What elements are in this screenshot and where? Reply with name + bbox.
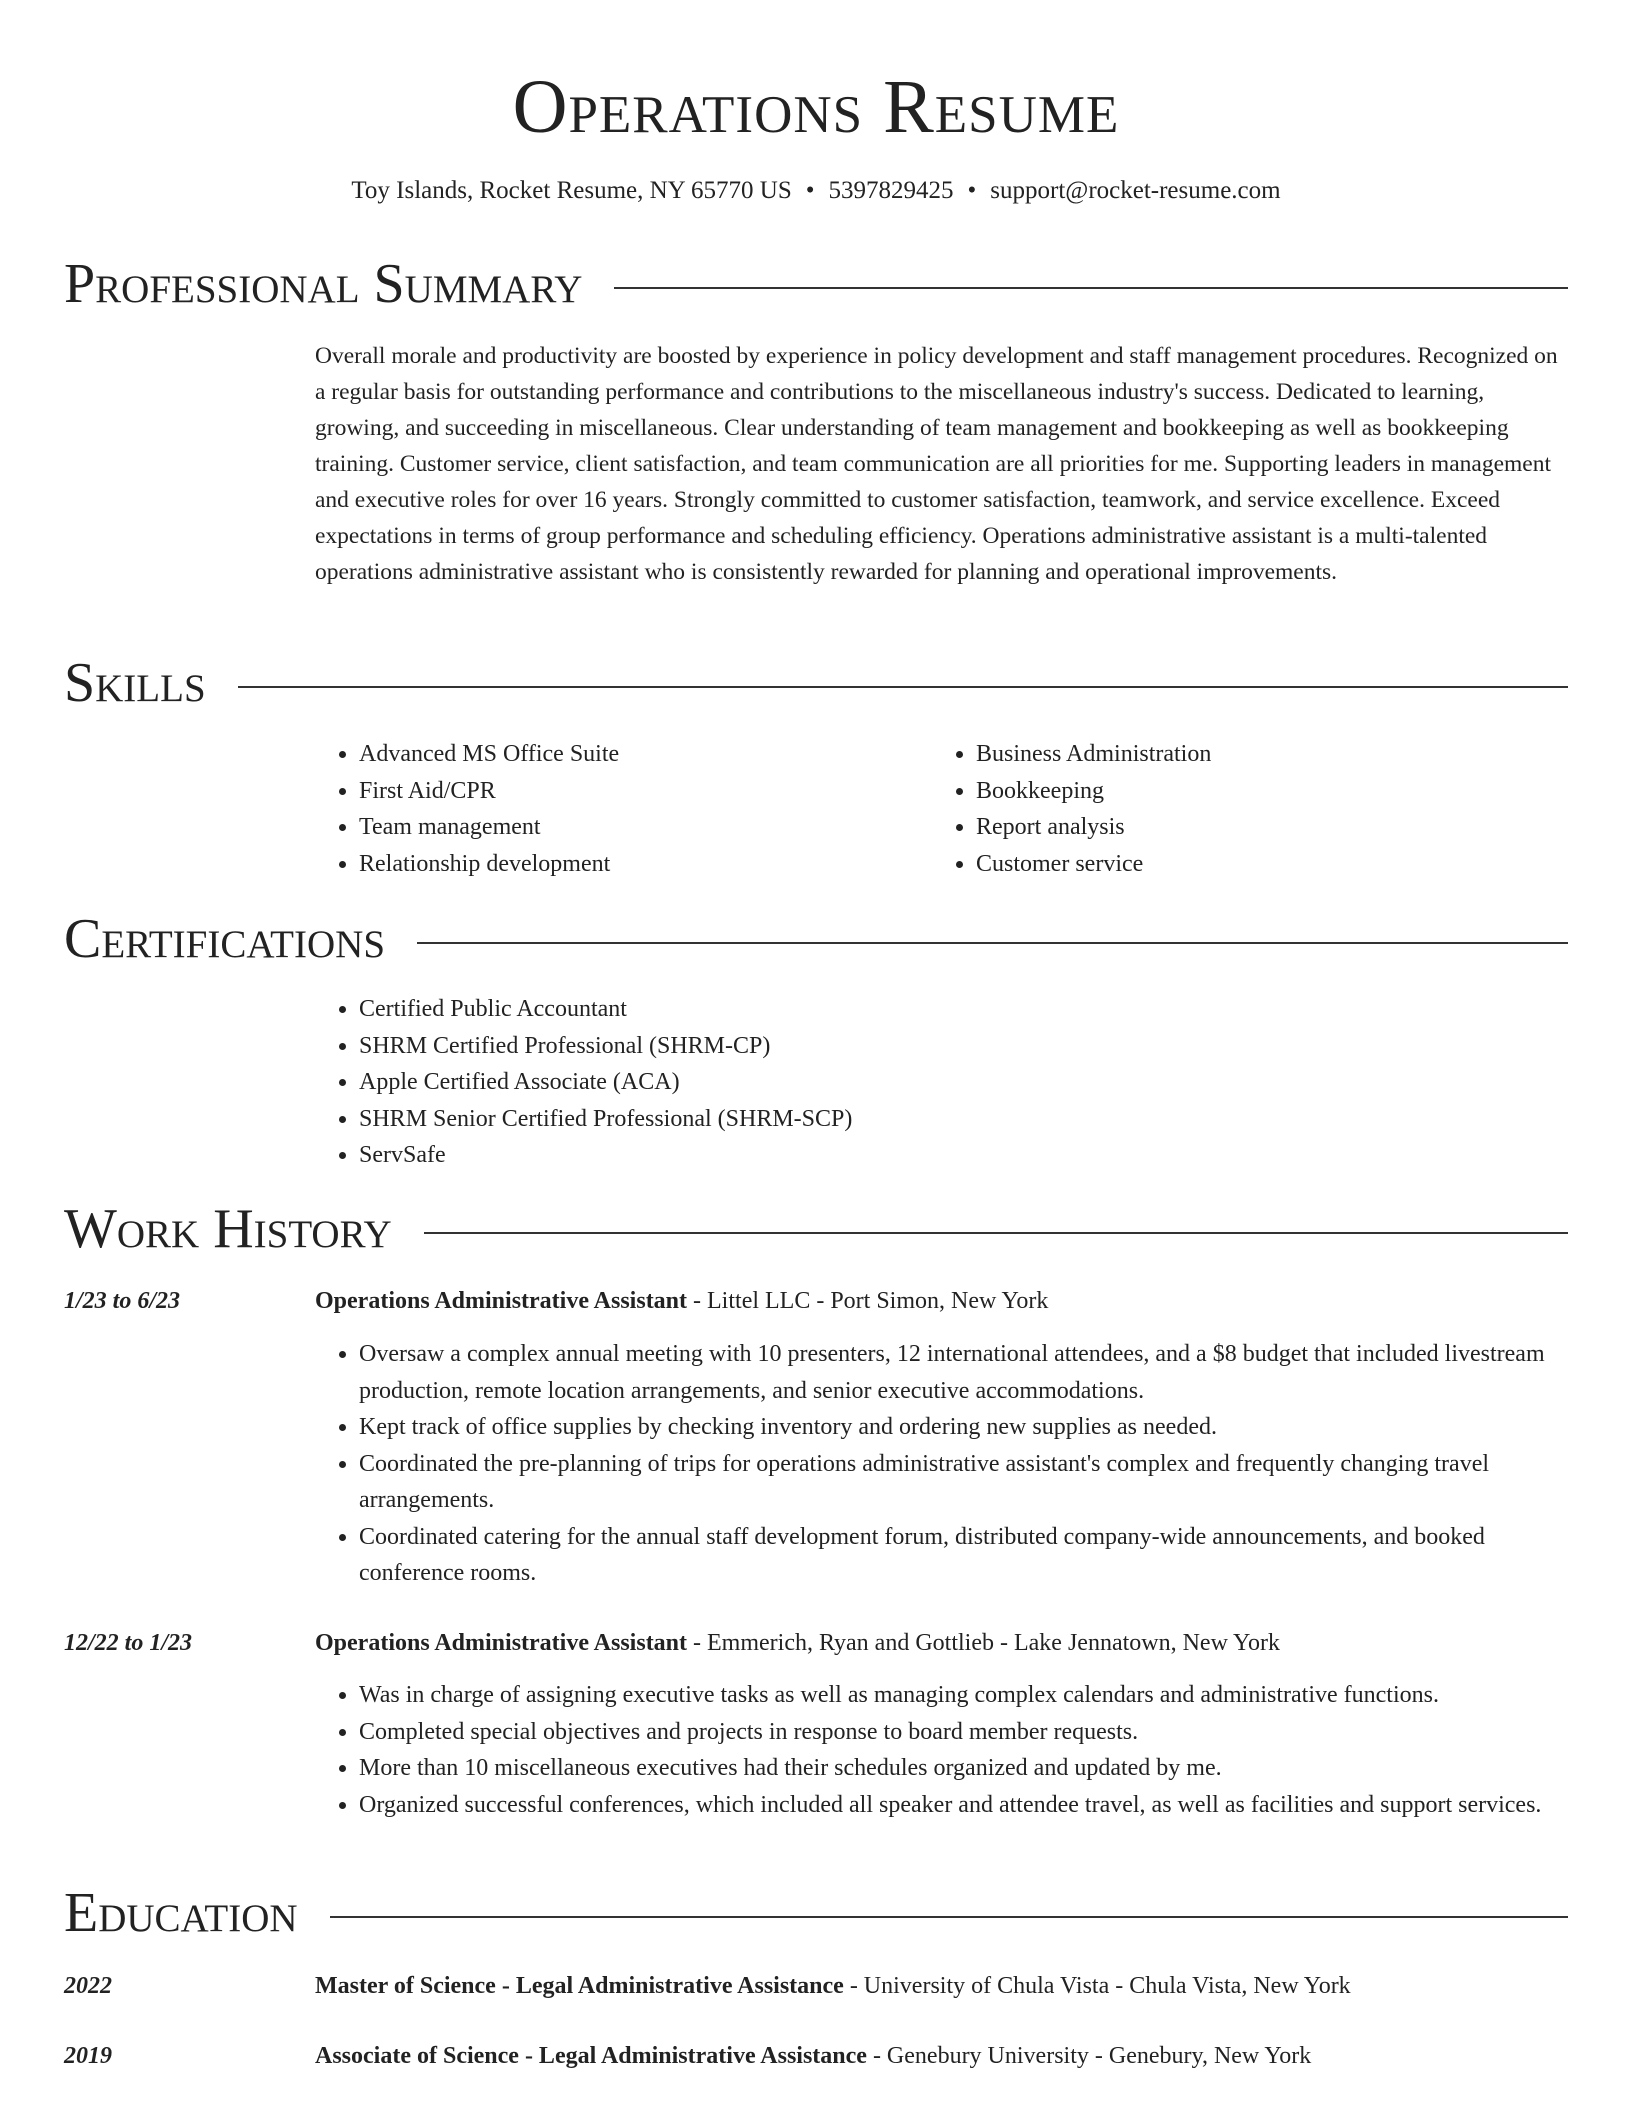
job-bullets-block <box>315 1336 1569 1592</box>
job-details: - Littel LLC - Port Simon, New York <box>687 1288 1049 1314</box>
education-year: 2022 <box>64 1973 112 1999</box>
contact-separator: • <box>805 177 815 204</box>
contact-separator: • <box>967 177 977 204</box>
education-entry-line <box>315 1968 1351 2004</box>
certifications-section-header <box>64 908 1568 970</box>
job-bullets-block <box>315 1677 1569 1823</box>
education-degree: Associate of Science - Legal Administrative Assistance <box>315 2043 867 2069</box>
job-bullet: • Coordinated the pre-planning of trips for operations administrative assistant's complex and frequently changing travel arrangements. <box>359 1446 1569 1519</box>
skill-item: • Team management <box>359 809 915 846</box>
job-bullet-list <box>315 1336 1569 1592</box>
certifications-block <box>315 991 1315 1174</box>
job-details: - Emmerich, Ryan and Gottlieb - Lake Jennatown, New York <box>687 1630 1280 1656</box>
job-dates: 12/22 to 1/23 <box>64 1630 193 1656</box>
education-details: - University of Chula Vista - Chula Vista, New York <box>843 1973 1351 1999</box>
skill-item: • Bookkeeping <box>976 773 1532 810</box>
skill-item: • Relationship development <box>359 846 915 883</box>
skill-item: • Business Administration <box>976 736 1532 773</box>
job-dates: 1/23 to 6/23 <box>64 1288 181 1314</box>
job-bullet: • Oversaw a complex annual meeting with 10 presenters, 12 international attendees, and a $8 budget that included livestream production, remote location arrangements, and senior executive accommodations. <box>359 1336 1569 1409</box>
skill-item: • Customer service <box>976 846 1532 883</box>
resume-name: Operations Resume <box>512 65 1120 149</box>
skills-column-left <box>315 736 915 882</box>
job-bullet: • Completed special objectives and projects in response to board member requests. <box>359 1714 1569 1751</box>
summary-section-header <box>64 253 1568 315</box>
certification-item: • Apple Certified Associate (ACA) <box>359 1064 1315 1101</box>
section-divider <box>64 686 1568 688</box>
job-bullet: • Coordinated catering for the annual staff development forum, distributed company-wide announcements, and booked conference rooms. <box>359 1519 1569 1592</box>
job-bullet: • More than 10 miscellaneous executives had their schedules organized and updated by me. <box>359 1750 1569 1787</box>
job-title: Operations Administrative Assistant <box>315 1288 688 1314</box>
job-bullet: • Was in charge of assigning executive tasks as well as managing complex calendars and administrative functions. <box>359 1677 1569 1714</box>
contact-email[interactable]: support@rocket-resume.com <box>990 177 1281 204</box>
contact-phone: 5397829425 <box>828 177 954 204</box>
skills-list-right <box>932 736 1532 882</box>
certifications-heading: Certifications <box>64 908 417 970</box>
skills-heading: Skills <box>64 652 238 714</box>
contact-address: Toy Islands, Rocket Resume, NY 65770 US <box>351 177 792 204</box>
certification-item: • SHRM Certified Professional (SHRM-CP) <box>359 1028 1315 1065</box>
skills-column-right <box>932 736 1532 882</box>
summary-text: Overall morale and productivity are boosted by experience in policy development and staff management procedures. Recognized on a regular basis for outstanding performance and contributions to the miscellaneous industry's success. Dedicated to learning, growing, and succeeding in miscellaneous. Clear understanding of team management and bookkeeping as well as bookkeeping training. Customer service, client satisfaction, and team communication are all priorities for me. Supporting leaders in management and executive roles for over 16 years. Strongly committed to customer satisfaction, teamwork, and service excellence. Exceed expectations in terms of group performance and scheduling efficiency. Operations administrative assistant is a multi-talented operations administrative assistant who is consistently rewarded for planning and operational improvements. <box>315 343 1558 585</box>
education-entry-line <box>315 2038 1311 2074</box>
skill-item: • Advanced MS Office Suite <box>359 736 915 773</box>
job-title-line <box>315 1625 1280 1661</box>
job-title: Operations Administrative Assistant <box>315 1630 688 1656</box>
job-title-line <box>315 1283 1048 1319</box>
contact-line <box>0 174 1632 208</box>
education-year: 2019 <box>64 2043 112 2069</box>
education-section-header <box>64 1882 1568 1944</box>
skills-section-header <box>64 652 1568 714</box>
education-heading: Education <box>64 1882 330 1944</box>
certifications-list <box>315 991 1315 1174</box>
education-details: - Genebury University - Genebury, New York <box>866 2043 1312 2069</box>
skill-item: • Report analysis <box>976 809 1532 846</box>
certification-item: • SHRM Senior Certified Professional (SHRM-SCP) <box>359 1101 1315 1138</box>
summary-heading: Professional Summary <box>64 253 614 315</box>
work-heading: Work History <box>64 1198 424 1260</box>
work-section-header <box>64 1198 1568 1260</box>
job-bullet-list <box>315 1677 1569 1823</box>
skills-list-left <box>315 736 915 882</box>
job-bullet: • Organized successful conferences, which included all speaker and attendee travel, as well as facilities and support services. <box>359 1787 1569 1824</box>
job-bullet: • Kept track of office supplies by checking inventory and ordering new supplies as needed. <box>359 1409 1569 1446</box>
certification-item: • Certified Public Accountant <box>359 991 1315 1028</box>
education-degree: Master of Science - Legal Administrative Assistance <box>315 1973 844 1999</box>
certification-item: • ServSafe <box>359 1137 1315 1174</box>
skill-item: • First Aid/CPR <box>359 773 915 810</box>
